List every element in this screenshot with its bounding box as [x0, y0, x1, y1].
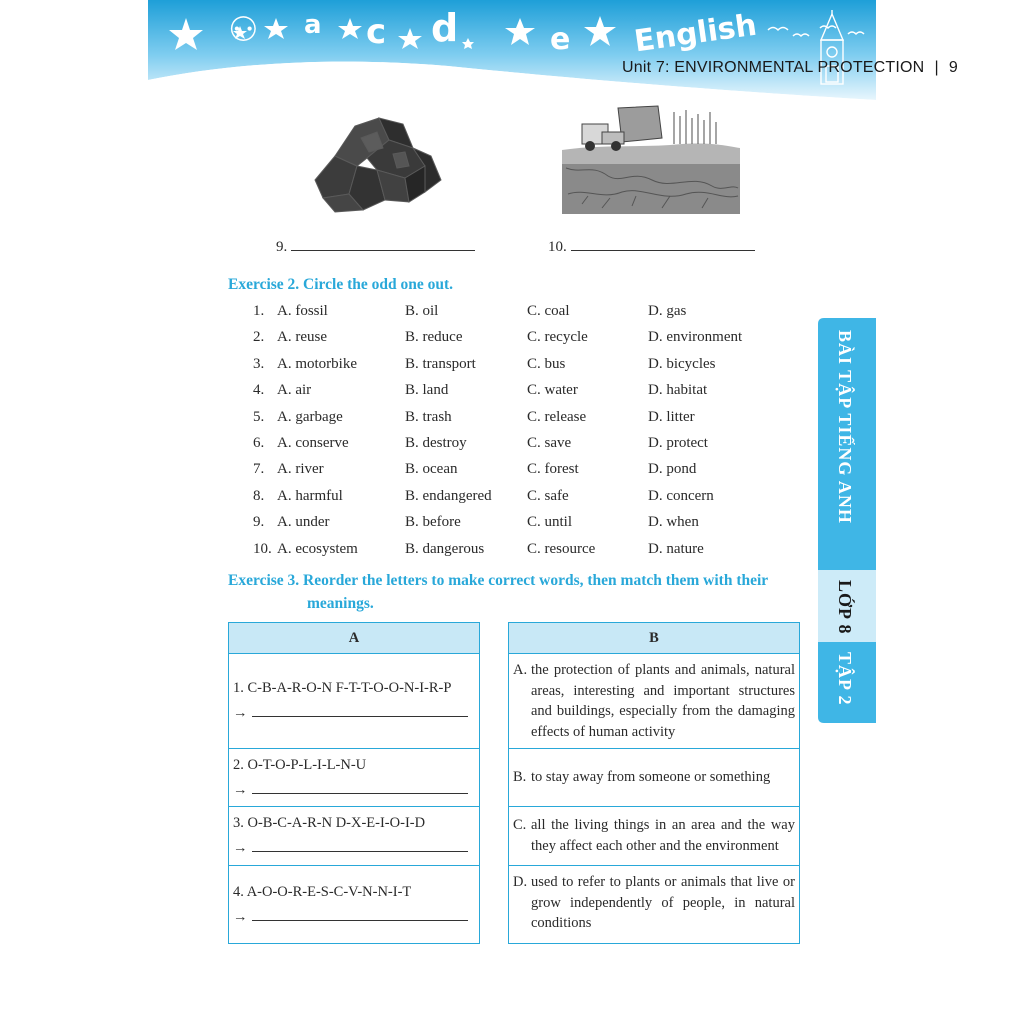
brand-letter: e [550, 22, 571, 57]
title-separator: | [934, 59, 939, 76]
answer-line[interactable] [233, 704, 468, 722]
arrow-icon: → [233, 782, 248, 798]
answer-9-label: 9. [276, 239, 288, 255]
table-row [229, 807, 479, 866]
answer-10 [548, 236, 755, 256]
scrambled-word: 4. A-O-O-R-E-S-C-V-N-N-I-T [233, 884, 412, 900]
table-row [229, 749, 479, 807]
tree-icons [674, 110, 716, 144]
answer-line[interactable] [233, 908, 468, 926]
scrambled-word: 3. O-B-C-A-R-N D-X-E-I-O-I-D [233, 815, 426, 831]
table-row [509, 749, 799, 807]
garbage-truck-icon [582, 106, 662, 151]
column-a-header: A [229, 623, 479, 654]
table-row [509, 807, 799, 866]
side-tab-volume: TẬP 2 [835, 652, 855, 706]
meaning: D. used to refer to plants or animals that live or grow independently of people, in natural conditions [513, 874, 795, 931]
meaning: C. all the living things in an area and the way they affect each other and the environment [513, 817, 795, 854]
arrow-icon: → [233, 909, 248, 925]
unit-title-text: Unit 7: ENVIRONMENTAL PROTECTION [622, 59, 925, 76]
table-row [509, 866, 799, 942]
scrambled-word: 2. O-T-O-P-L-I-L-N-U [233, 757, 367, 773]
exercise-2-title: Exercise 2. Circle the odd one out. [228, 276, 454, 293]
table-row [509, 654, 799, 749]
side-tab-grade: LỚP 8 [835, 580, 855, 635]
answer-line[interactable] [233, 781, 468, 799]
scrambled-word: 1. C-B-A-R-O-N F-T-T-O-O-N-I-R-P [233, 680, 452, 696]
unit-title [622, 59, 958, 77]
side-tab-title: BÀI TẬP TIẾNG ANH [835, 330, 855, 524]
brand-letter: a [304, 10, 322, 40]
brand-logo [148, 6, 876, 60]
answer-10-label: 10. [548, 239, 567, 255]
column-b-table [508, 622, 800, 944]
meaning: A. the protection of plants and animals, natural areas, interesting and important structures and buildings, especially from the damaging effects of human activity [513, 662, 795, 740]
side-tab [818, 318, 876, 723]
arrow-icon: → [233, 705, 248, 721]
answer-10-blank[interactable] [571, 236, 755, 251]
coal-image [305, 108, 445, 213]
brand-word: English [632, 7, 759, 60]
brand-letter: c [366, 12, 387, 52]
exercise-3-title-cont: meanings. [307, 595, 374, 612]
arrow-icon: → [233, 840, 248, 856]
table-row [229, 654, 479, 749]
table-row [229, 866, 479, 942]
penguin-icon: ⚇ [228, 10, 259, 50]
brand-letter: d [431, 6, 459, 50]
answer-9-blank[interactable] [291, 236, 475, 251]
answer-9 [276, 236, 475, 256]
header-banner [148, 0, 958, 100]
page-number: 9 [948, 59, 958, 76]
column-a-table [228, 622, 480, 944]
column-b-header: B [509, 623, 799, 654]
exercise-3-title: Exercise 3. Reorder the letters to make correct words, then match them with their [228, 572, 769, 589]
answer-line[interactable] [233, 839, 468, 857]
dump-image [562, 104, 740, 214]
meaning: B. to stay away from someone or something [513, 769, 771, 785]
